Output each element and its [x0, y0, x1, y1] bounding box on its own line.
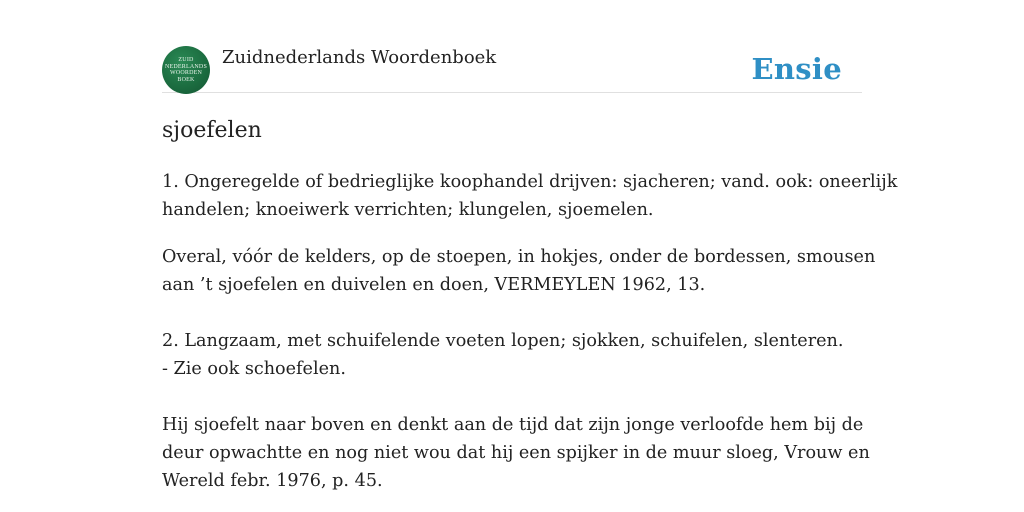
logo-text-line: WOORDEN: [169, 70, 203, 76]
text-line: - Zie ook schoefelen.: [162, 359, 346, 379]
example-2: [162, 411, 870, 495]
text-line: 2. Langzaam, met schuifelende voeten lopen; sjokken, schuifelen, slenteren.: [162, 331, 844, 351]
text-line: deur opwachtte en nog niet wou dat hij een spijker in de muur sloeg, Vrouw en: [162, 443, 870, 463]
logo-text-line: NEDERLANDS: [165, 63, 207, 70]
page-container: [162, 0, 898, 512]
text-line: Wereld febr. 1976, p. 45.: [162, 471, 383, 491]
text-line: handelen; knoeiwerk verrichten; klungelen, sjoemelen.: [162, 200, 654, 220]
entry-body: [162, 168, 898, 495]
logo-text-line: ZUID: [178, 57, 194, 63]
text-line: aan ’t sjoefelen en duivelen en doen, VERMEYLEN 1962, 13.: [162, 275, 706, 295]
text-line: Overal, vóór de kelders, op de stoepen, in hokjes, onder de bordessen, smousen: [162, 247, 876, 267]
text-line: 1. Ongeregelde of bedrieglijke koophandel drijven: sjacheren; vand. ook: oneerlijk: [162, 172, 898, 192]
entry-headword: sjoefelen: [162, 118, 262, 143]
example-1: [162, 243, 876, 299]
definition-1: [162, 168, 898, 224]
dictionary-name[interactable]: Zuidnederlands Woordenboek: [222, 47, 497, 68]
logo-text-line: BOEK: [177, 76, 195, 83]
definition-2: [162, 327, 862, 383]
text-line: Hij sjoefelt naar boven en denkt aan de tijd dat zijn jonge verloofde hem bij de: [162, 415, 864, 435]
site-header: [162, 0, 862, 93]
ensie-brand-logo[interactable]: Ensie: [751, 52, 842, 86]
dictionary-logo-icon[interactable]: [162, 46, 210, 94]
